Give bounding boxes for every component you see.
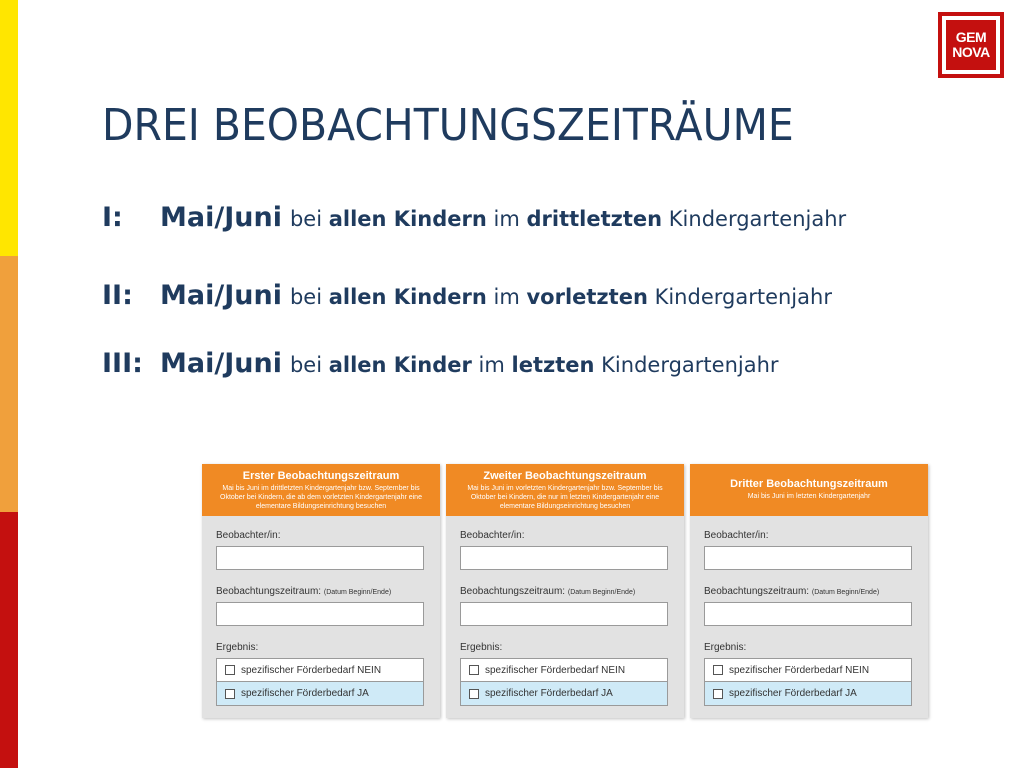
period-word: bei [289, 285, 323, 309]
logo-line-1: GEM [955, 29, 987, 45]
observer-label: Beobachter/in: [704, 530, 769, 541]
form-header [446, 464, 684, 516]
logo-line-2: NOVA [952, 44, 990, 60]
form-subtitle: Mai bis Juni im drittletzten Kindergartenjahr bzw. September bis Oktober bei Kindern, die ab dem vorletzten Kindergartenjahr eine elementare Bildungseinrichtung besuchen [220, 485, 422, 510]
period-year-qualifier: vorletzten [526, 285, 648, 309]
period-text [290, 353, 779, 377]
form-title: Erster Beobachtungszeitraum [242, 470, 400, 482]
logo-frame [942, 16, 1000, 74]
period-label-text: Beobachtungszeitraum: [704, 586, 810, 597]
form-subtitle: Mai bis Juni im letzten Kindergartenjahr [747, 493, 871, 500]
period-label [460, 586, 635, 597]
option-no-label: spezifischer Förderbedarf NEIN [241, 664, 382, 676]
period-year-qualifier: letzten [511, 353, 595, 377]
observer-field [460, 546, 668, 570]
period-field [216, 602, 424, 626]
gemnova-logo [938, 12, 1004, 78]
form-header [202, 464, 440, 516]
period-word: Kindergartenjahr [601, 353, 779, 377]
checkbox-icon [225, 665, 235, 675]
result-label: Ergebnis: [216, 642, 259, 653]
period-months: Mai/Juni [160, 348, 282, 379]
period-number: II: [102, 280, 133, 311]
period-months: Mai/Juni [160, 280, 282, 311]
checkbox-icon [469, 689, 479, 699]
period-hint: (Datum Beginn/Ende) [323, 589, 392, 596]
period-text [290, 285, 832, 309]
period-field [704, 602, 912, 626]
period-row-3 [102, 348, 779, 388]
form-card-first [202, 464, 440, 718]
period-label-text: Beobachtungszeitraum: [460, 586, 566, 597]
period-group: allen Kindern [328, 285, 487, 309]
period-word: Kindergartenjahr [668, 207, 847, 231]
option-no [216, 658, 424, 682]
period-label-text: Beobachtungszeitraum: [216, 586, 322, 597]
observer-label: Beobachter/in: [216, 530, 281, 541]
observation-forms-image [196, 460, 930, 722]
checkbox-icon [225, 689, 235, 699]
period-row-2 [102, 280, 832, 320]
observer-label: Beobachter/in: [460, 530, 525, 541]
option-yes [216, 682, 424, 706]
period-text [290, 207, 846, 231]
period-hint: (Datum Beginn/Ende) [811, 589, 880, 596]
period-word: im [493, 207, 520, 231]
form-title: Zweiter Beobachtungszeitraum [483, 470, 647, 482]
checkbox-icon [469, 665, 479, 675]
logo-mark [946, 20, 996, 70]
result-label: Ergebnis: [704, 642, 747, 653]
observer-field [216, 546, 424, 570]
period-number: I: [102, 202, 123, 233]
form-title: Dritter Beobachtungszeitraum [730, 478, 888, 490]
period-hint: (Datum Beginn/Ende) [567, 589, 636, 596]
observer-field [704, 546, 912, 570]
option-yes [704, 682, 912, 706]
period-word: im [478, 353, 505, 377]
period-word: im [493, 285, 520, 309]
option-yes-label: spezifischer Förderbedarf JA [729, 688, 857, 699]
option-yes-label: spezifischer Förderbedarf JA [485, 688, 613, 699]
period-word: bei [289, 353, 323, 377]
option-yes [460, 682, 668, 706]
side-bar-orange [0, 256, 18, 512]
form-subtitle: Mai bis Juni im vorletzten Kindergartenjahr bzw. September bis Oktober bei Kindern, die nur im letzten Kindergartenjahr eine elementare Bildungseinrichtung besuchen [467, 485, 663, 510]
checkbox-icon [713, 689, 723, 699]
period-label [704, 586, 879, 597]
period-group: allen Kinder [328, 353, 472, 377]
period-word: bei [289, 207, 323, 231]
period-row-1 [102, 202, 846, 242]
option-no-label: spezifischer Förderbedarf NEIN [485, 664, 626, 676]
form-card-third [690, 464, 928, 718]
period-number: III: [102, 348, 143, 379]
option-yes-label: spezifischer Förderbedarf JA [241, 688, 369, 699]
period-field [460, 602, 668, 626]
checkbox-icon [713, 665, 723, 675]
period-word: Kindergartenjahr [654, 285, 832, 309]
form-card-second [446, 464, 684, 718]
side-bar-red [0, 512, 18, 768]
option-no-label: spezifischer Förderbedarf NEIN [729, 664, 870, 676]
result-label: Ergebnis: [460, 642, 503, 653]
option-no [460, 658, 668, 682]
side-bar-yellow [0, 0, 18, 256]
option-no [704, 658, 912, 682]
period-label [216, 586, 391, 597]
period-group: allen Kindern [328, 207, 487, 231]
slide-title: DREI BEOBACHTUNGSZEITRÄUME [102, 100, 794, 151]
period-year-qualifier: drittletzten [526, 207, 663, 231]
period-months: Mai/Juni [160, 202, 282, 233]
form-header [690, 464, 928, 516]
